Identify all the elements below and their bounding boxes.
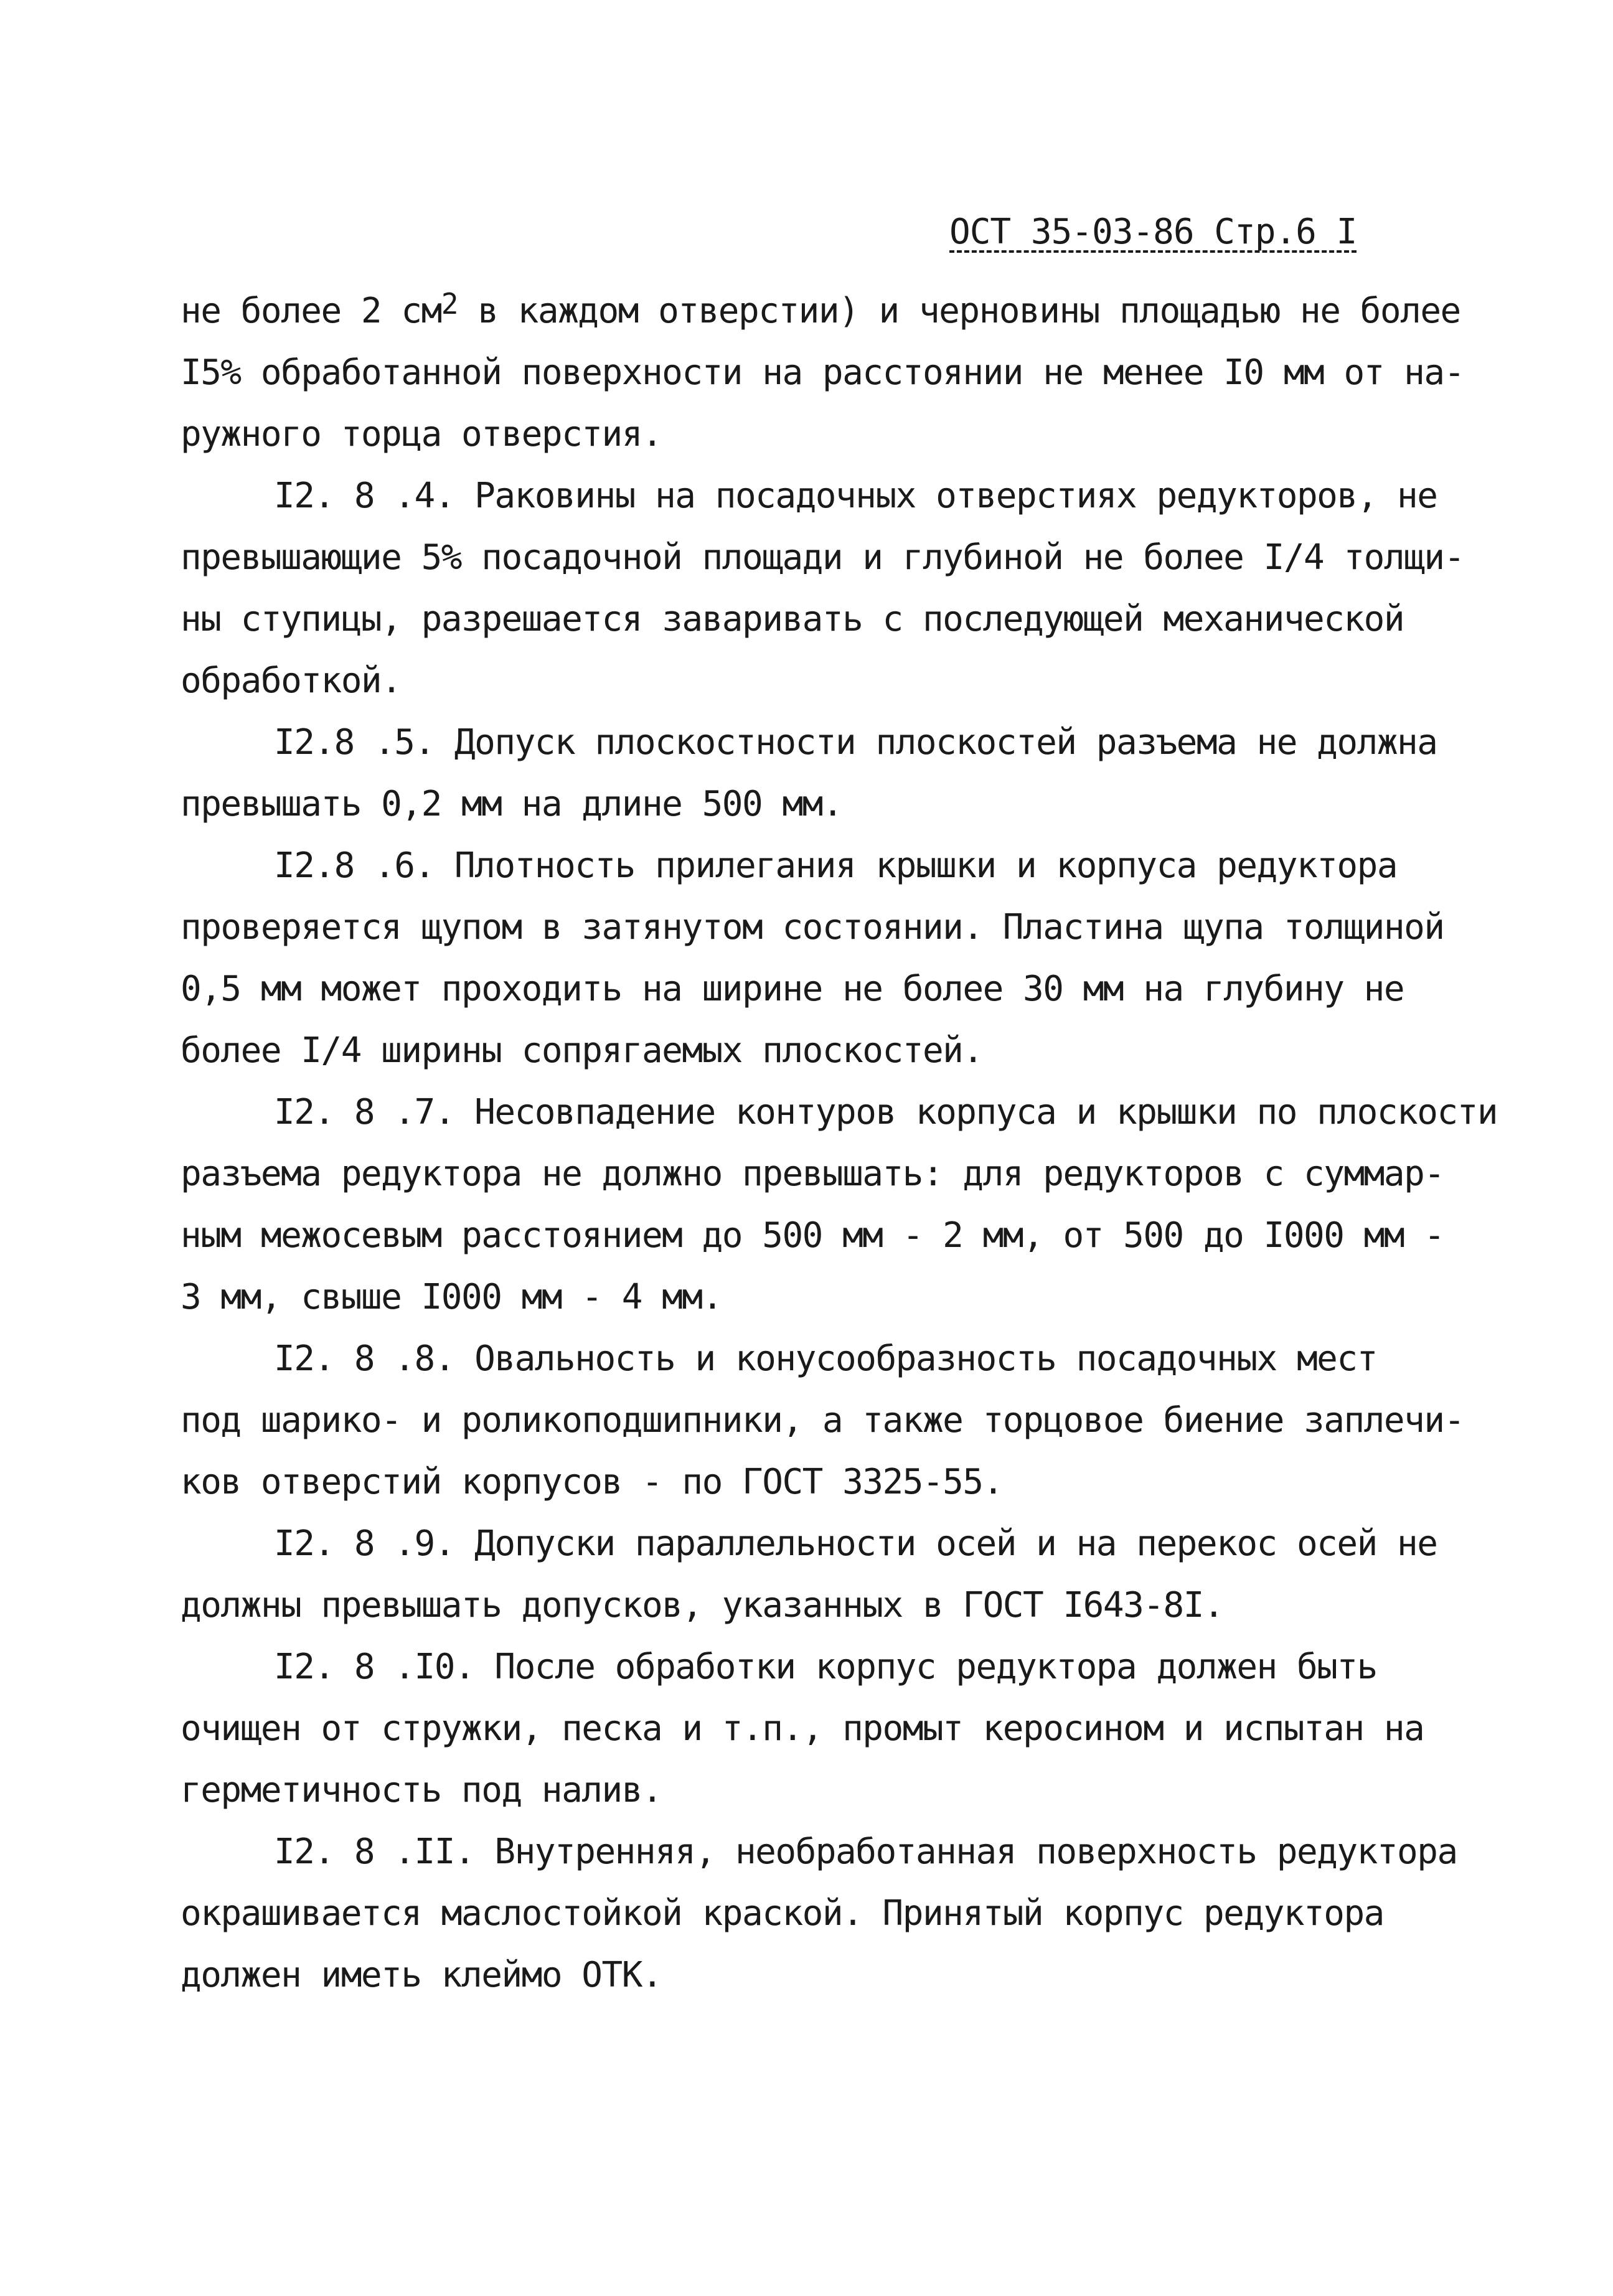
text-line: ным межосевым расстоянием до 500 мм - 2 мм, от 500 до I000 мм -: [181, 1215, 1444, 1256]
text-line: ков отверстий корпусов - по ГОСТ 3325-55.: [181, 1462, 1003, 1502]
page-header: [949, 210, 1357, 254]
text-line: ружного торца отверстия.: [181, 414, 662, 454]
text-line: окрашивается маслостойкой краской. Принятый корпус редуктора: [181, 1893, 1384, 1934]
text-line: проверяется щупом в затянутом состоянии. Пластина щупа толщиной: [181, 907, 1444, 948]
clause-12-8-6: I2.8 .6. Плотность прилегания крышки и корпуса редуктора: [274, 845, 1398, 886]
clause-12-8-9: I2. 8 .9. Допуски параллельности осей и на перекос осей не: [274, 1523, 1437, 1564]
text-line: 3 мм, свыше I000 мм - 4 мм.: [181, 1277, 722, 1317]
text-line: более I/4 ширины сопрягаемых плоскостей.: [181, 1030, 983, 1071]
clause-12-8-8: I2. 8 .8. Овальность и конусообразность посадочных мест: [274, 1339, 1377, 1379]
text-line: не более 2 $см^2$ в каждом отверстии) и черновины площадью не более: [181, 287, 1460, 331]
text-line: должен иметь клеймо ОТК.: [181, 1955, 662, 1995]
text-line: ны ступицы, разрешается заваривать с последующей механической: [181, 599, 1404, 639]
text-line: разъема редуктора не должно превышать: для редукторов с суммар-: [181, 1154, 1444, 1194]
text-line: превышать 0,2 мм на длине 500 мм.: [181, 784, 843, 824]
document-body: [181, 280, 1498, 2006]
text-line: должны превышать допусков, указанных в ГОСТ I643-8I.: [181, 1585, 1224, 1626]
clause-12-8-10: I2. 8 .I0. После обработки корпус редуктора должен быть: [274, 1647, 1377, 1687]
clause-12-8-7: I2. 8 .7. Несовпадение контуров корпуса и крышки по плоскости: [274, 1092, 1498, 1132]
text-line: обработкой.: [181, 661, 402, 701]
text-line: герметичность под налив.: [181, 1770, 662, 1810]
superscript: 2: [441, 287, 458, 321]
clause-12-8-5: I2.8 .5. Допуск плоскостности плоскостей разъема не должна: [274, 722, 1437, 763]
standard-code: ОСТ 35-03-86 Стр.6 I: [949, 212, 1357, 252]
clause-12-8-4: I2. 8 .4. Раковины на посадочных отверстиях редукторов, не: [274, 476, 1437, 516]
header-underline: [949, 250, 1357, 253]
clause-12-8-11: I2. 8 .II. Внутренняя, необработанная поверхность редуктора: [274, 1832, 1457, 1872]
text-line: очищен от стружки, песка и т.п., промыт керосином и испытан на: [181, 1708, 1424, 1749]
text-line: I5% обработанной поверхности на расстоянии не менее I0 мм от на-: [181, 352, 1464, 393]
text-line: 0,5 мм может проходить на ширине не более 30 мм на глубину не: [181, 969, 1404, 1009]
text-line: превышающие 5% посадочной площади и глубиной не более I/4 толщи-: [181, 537, 1464, 578]
text-line: под шарико- и роликоподшипники, а также торцовое биение заплечи-: [181, 1400, 1464, 1441]
